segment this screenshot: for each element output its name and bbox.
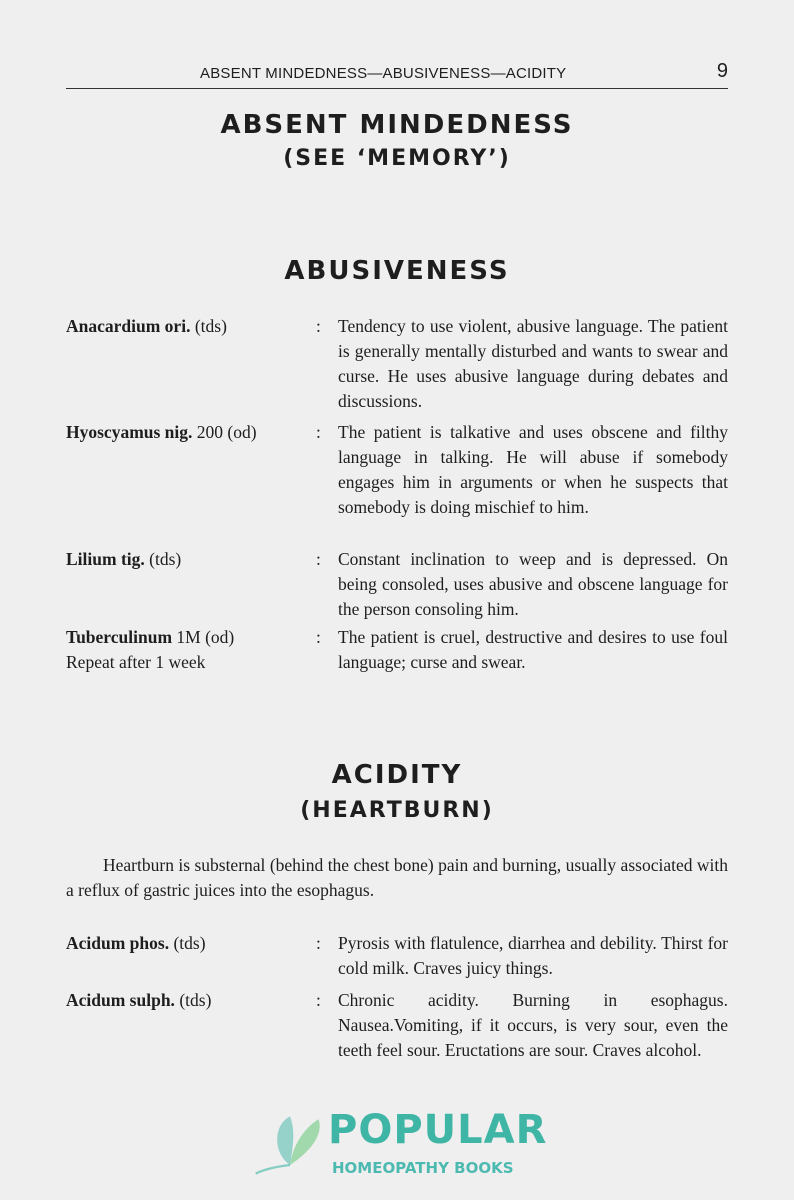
remedy-description: Chronic acidity. Burning in esophagus. Nausea.Vomiting, if it occurs, is very sour, even the teeth feel sour. Eructations are sour. Craves alcohol. <box>338 990 728 1060</box>
remedy-name: Acidum sulph. <box>66 990 175 1010</box>
page-number: 9 <box>716 60 728 82</box>
subheading-heartburn: (HEARTBURN) <box>300 798 494 823</box>
acidity-intro: Heartburn is substernal (behind the chest bone) pain and burning, usually associated with a reflux of gastric juices into the esophagus. <box>66 855 728 900</box>
heading-acidity: ACIDITY <box>331 760 463 790</box>
colon: : <box>316 422 321 442</box>
remedy-name: Acidum phos. <box>66 933 170 953</box>
remedy-name: Tuberculinum <box>66 627 173 647</box>
colon: : <box>316 933 321 953</box>
watermark-text: POPULAR <box>328 1107 548 1153</box>
subheading-see-memory: (SEE ‘MEMORY’) <box>283 146 511 171</box>
remedy-entry <box>66 931 728 981</box>
colon: : <box>316 990 321 1010</box>
remedy-description: The patient is talkative and uses obscene and filthy language in talking. He will abuse if somebody engages him in arguments or when he suspects that somebody is doing mischief to him. <box>338 422 728 517</box>
colon: : <box>316 627 321 647</box>
remedy-dose: (tds) <box>194 316 227 336</box>
remedy-name: Lilium tig. <box>66 549 145 569</box>
colon: : <box>316 549 321 569</box>
running-head <box>66 62 728 89</box>
remedy-entry <box>66 547 728 622</box>
remedy-description: The patient is cruel, destructive and desires to use foul language; curse and swear. <box>338 627 728 672</box>
remedy-entry <box>66 420 728 520</box>
remedy-note: Repeat after 1 week <box>66 652 206 672</box>
remedy-description: Constant inclination to weep and is depressed. On being consoled, uses abusive and obscene language for the person consoling him. <box>338 549 728 619</box>
remedy-name: Hyoscyamus nig. <box>66 422 193 442</box>
remedy-description: Pyrosis with flatulence, diarrhea and debility. Thirst for cold milk. Craves juicy things. <box>338 933 728 978</box>
remedy-dose: (tds) <box>149 549 182 569</box>
remedy-dose: 1M (od) <box>176 627 235 647</box>
remedy-dose: (tds) <box>173 933 206 953</box>
running-head-title: ABSENT MINDEDNESS—ABUSIVENESS—ACIDITY <box>200 65 567 82</box>
remedy-entry <box>66 314 728 414</box>
watermark-subtext: HOMEOPATHY BOOKS <box>332 1159 514 1177</box>
heading-absent-mindedness: ABSENT MINDEDNESS <box>220 110 574 140</box>
remedy-description: Tendency to use violent, abusive language. The patient is generally mentally disturbed and wants to swear and curse. He uses abusive language during debates and discussions. <box>338 316 728 411</box>
remedy-dose: (tds) <box>179 990 212 1010</box>
remedy-name: Anacardium ori. <box>66 316 191 336</box>
remedy-entry <box>66 988 728 1063</box>
remedy-dose: 200 (od) <box>196 422 257 442</box>
colon: : <box>316 316 321 336</box>
heading-abusiveness: ABUSIVENESS <box>284 256 510 286</box>
watermark-logo <box>250 1098 570 1194</box>
remedy-entry <box>66 625 728 675</box>
leaf-logo-icon <box>250 1100 330 1190</box>
